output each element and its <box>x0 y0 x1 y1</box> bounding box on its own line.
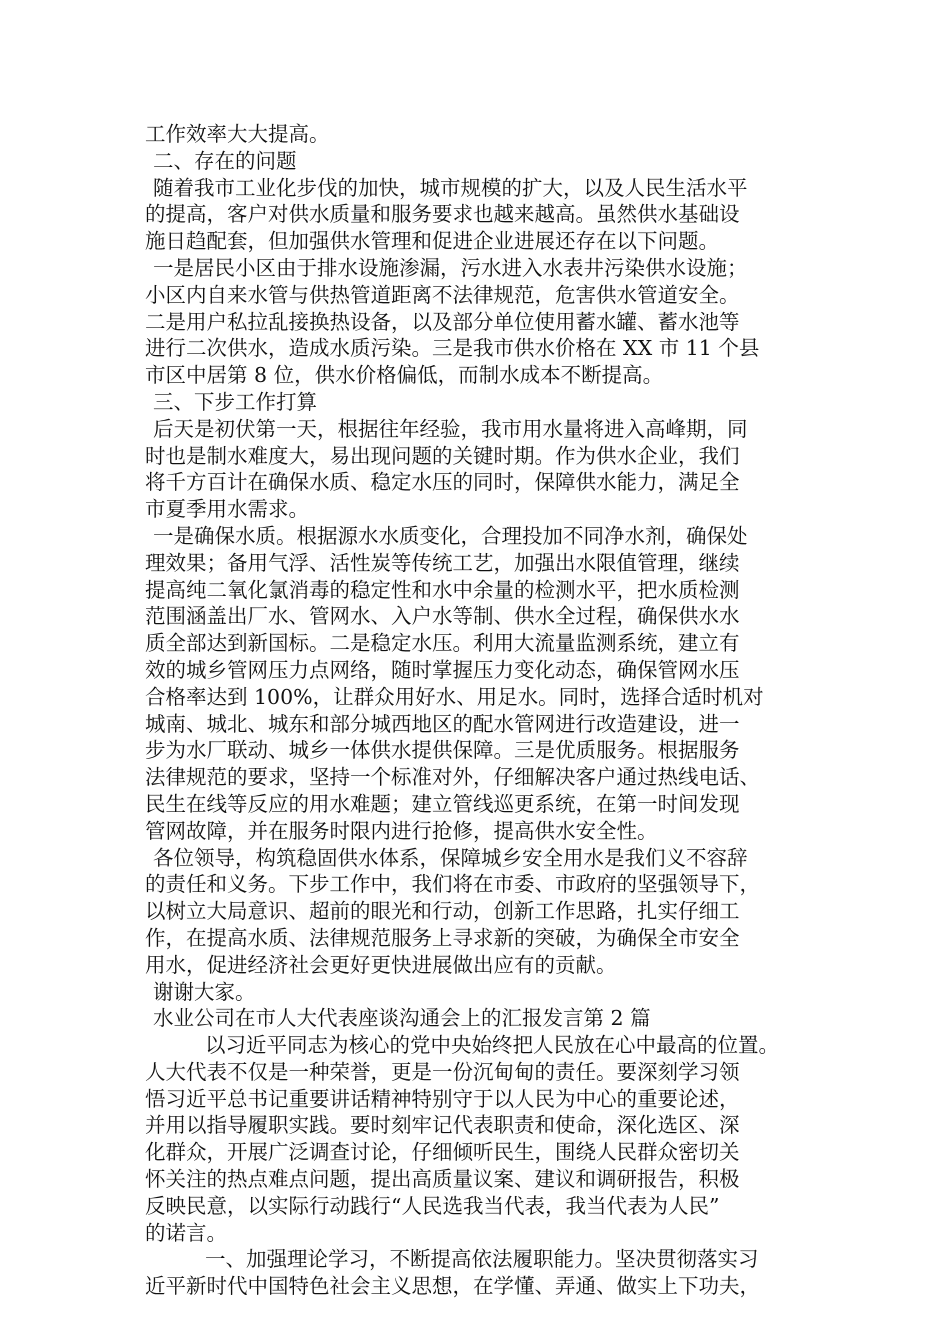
text-line: 的提高，客户对供水质量和服务要求也越来越高。虽然供水基础设 <box>145 202 740 227</box>
text-line: 各位领导，构筑稳固供水体系，保障城乡安全用水是我们义不容辞 <box>153 845 748 870</box>
text-line: 近平新时代中国特色社会主义思想，在学懂、弄通、做实上下功夫， <box>145 1274 760 1299</box>
text-line: 进行二次供水，造成水质污染。三是我市供水价格在 XX 市 11 个县 <box>145 336 760 361</box>
text-line: 三、下步工作打算 <box>153 389 317 414</box>
text-line: 反映民意，以实际行动践行“人民选我当代表，我当代表为人民” <box>145 1193 720 1218</box>
text-line: 水业公司在市人大代表座谈沟通会上的汇报发言第 2 篇 <box>153 1006 651 1031</box>
text-line: 二是用户私拉乱接换热设备，以及部分单位使用蓄水罐、蓄水池等 <box>145 309 740 334</box>
text-line: 提高纯二氧化氯消毒的稳定性和水中余量的检测水平，把水质检测 <box>145 577 740 602</box>
text-line: 谢谢大家。 <box>153 979 256 1004</box>
text-line: 作，在提高水质、法律规范服务上寻求新的突破，为确保全市安全 <box>145 925 740 950</box>
text-line: 施日趋配套，但加强供水管理和促进企业进展还存在以下问题。 <box>145 229 719 254</box>
text-line: 人大代表不仅是一种荣誉，更是一份沉甸甸的责任。要深刻学习领 <box>145 1059 740 1084</box>
document-body <box>145 121 835 1300</box>
text-line: 将千方百计在确保水质、稳定水压的同时，保障供水能力，满足全 <box>145 470 740 495</box>
text-line: 并用以指导履职实践。要时刻牢记代表职责和使命，深化选区、深 <box>145 1113 740 1138</box>
text-line: 的诺言。 <box>145 1220 227 1245</box>
text-line: 的责任和义务。下步工作中，我们将在市委、市政府的坚强领导下， <box>145 872 760 897</box>
text-line: 市夏季用水需求。 <box>145 497 309 522</box>
text-line: 理效果；备用气浮、活性炭等传统工艺，加强出水限值管理，继续 <box>145 550 740 575</box>
text-line: 步为水厂联动、城乡一体供水提供保障。三是优质服务。根据服务 <box>145 738 740 763</box>
text-line: 工作效率大大提高。 <box>145 122 330 146</box>
text-line: 时也是制水难度大，易出现问题的关键时期。作为供水企业，我们 <box>145 443 740 468</box>
text-line: 法律规范的要求，坚持一个标准对外，仔细解决客户通过热线电话、 <box>145 765 760 790</box>
text-line: 市区中居第 8 位，供水价格偏低，而制水成本不断提高。 <box>145 363 664 388</box>
text-line: 效的城乡管网压力点网络，随时掌握压力变化动态，确保管网水压 <box>145 657 740 682</box>
text-line: 一、加强理论学习，不断提高依法履职能力。坚决贯彻落实习 <box>205 1247 759 1272</box>
text-line: 管网故障，并在服务时限内进行抢修，提高供水安全性。 <box>145 818 658 843</box>
text-line: 小区内自来水管与供热管道距离不法律规范，危害供水管道安全。 <box>145 282 740 307</box>
text-line: 城南、城北、城东和部分城西地区的配水管网进行改造建设，进一 <box>145 711 740 736</box>
text-line: 质全部达到新国标。二是稳定水压。利用大流量监测系统，建立有 <box>145 631 740 656</box>
text-line: 用水，促进经济社会更好更快进展做出应有的贡献。 <box>145 952 617 977</box>
text-line: 以习近平同志为核心的党中央始终把人民放在心中最高的位置。 <box>205 1033 779 1058</box>
text-line: 合格率达到 100%，让群众用好水、用足水。同时，选择合适时机对 <box>145 684 764 709</box>
text-line: 民生在线等反应的用水难题；建立管线巡更系统，在第一时间发现 <box>145 791 740 816</box>
text-line: 随着我市工业化步伐的加快，城市规模的扩大，以及人民生活水平 <box>153 175 748 200</box>
text-line: 一是居民小区由于排水设施渗漏，污水进入水表井污染供水设施； <box>153 255 748 280</box>
text-line: 悟习近平总书记重要讲话精神特别守于以人民为中心的重要论述， <box>145 1086 740 1111</box>
text-line: 范围涵盖出厂水、管网水、入户水等制、供水全过程，确保供水水 <box>145 604 740 629</box>
text-line: 怀关注的热点难点问题，提出高质量议案、建议和调研报告，积极 <box>145 1167 740 1192</box>
text-line: 后天是初伏第一天，根据往年经验，我市用水量将进入高峰期，同 <box>153 416 748 441</box>
text-line: 一是确保水质。根据源水水质变化，合理投加不同净水剂，确保处 <box>153 523 748 548</box>
text-line: 二、存在的问题 <box>153 148 297 173</box>
text-line: 以树立大局意识、超前的眼光和行动，创新工作思路，扎实仔细工 <box>145 899 740 924</box>
text-line: 化群众，开展广泛调查讨论，仔细倾听民生，围绕人民群众密切关 <box>145 1140 740 1165</box>
